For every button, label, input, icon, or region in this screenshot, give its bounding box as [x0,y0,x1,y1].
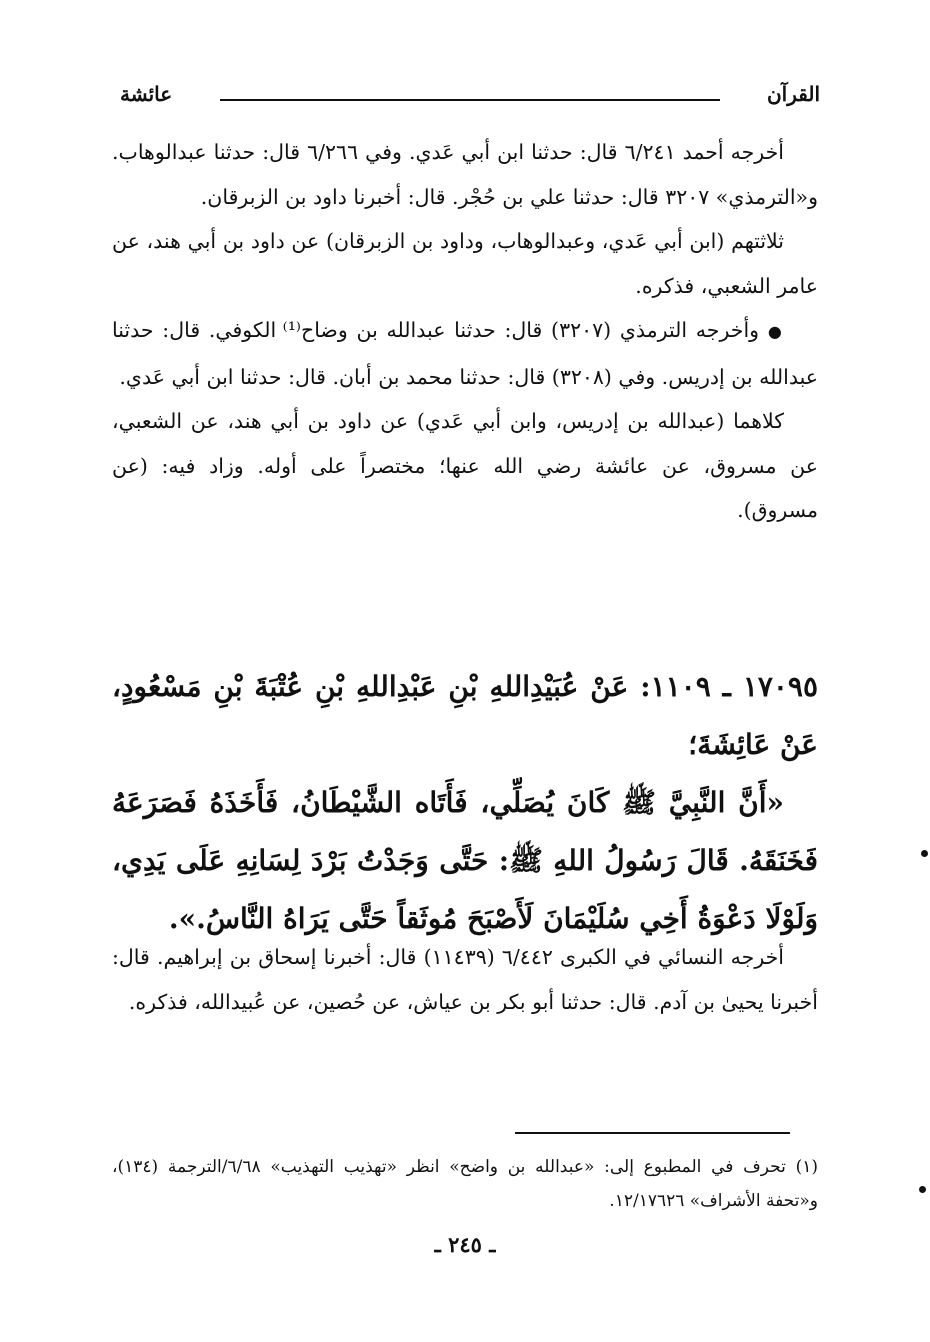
takhrij-block-2 [112,935,818,1024]
bullet-icon: ● [767,322,784,341]
scan-mark [919,1186,926,1193]
footnote [112,1150,818,1218]
paragraph [112,308,818,399]
footnote-text: (١) تحرف في المطبوع إلى: «عبدالله بن واضح» انظر «تهذيب التهذيب» ٦/٦٨/الترجمة (١٣٤)، و«تحفة الأشراف» ١٢/١٧٦٢٦. [112,1157,818,1211]
running-header [120,82,820,116]
hadith-isnad: ١٧٠٩٥ ـ ١١٠٩: عَنْ عُبَيْدِاللهِ بْنِ عَبْدِاللهِ بْنِ عُتْبَةَ بْنِ مَسْعُودٍ، عَنْ عَائِشَةَ؛ [112,670,819,761]
takhrij-block-1 [112,130,818,533]
hadith-block [112,658,818,948]
page-number: ـ ٢٤٥ ـ [434,1232,496,1257]
paragraph-text: وأخرجه الترمذي (٣٢٠٧) قال: حدثنا عبدالله بن وضاح⁽¹⁾ الكوفي. قال: حدثنا عبدالله بن إدريس. وفي (٣٢٠٨) قال: حدثنا محمد بن أبان. قال: حدثنا ابن أبي عَدي. [112,318,818,389]
header-rule [220,99,720,101]
paragraph: أخرجه النسائي في الكبرى ٦/٤٤٢ (١١٤٣٩) قال: أخبرنا إسحاق بن إبراهيم. قال: أخبرنا يحيىٰ بن آدم. قال: حدثنا أبو بكر بن عياش، عن حُصين، عن عُبيدالله، فذكره. [112,945,818,1014]
paragraph: كلاهما (عبدالله بن إدريس، وابن أبي عَدي) عن داود بن أبي هند، عن الشعبي، عن مسروق، عن عائشة رضي الله عنها؛ مختصراً على أوله. وزاد فيه: (عن مسروق). [112,409,818,522]
paragraph: أخرجه أحمد ٦/٢٤١ قال: حدثنا ابن أبي عَدي. وفي ٦/٢٦٦ قال: حدثنا عبدالوهاب. و«الترمذي» ٣٢٠٧ قال: حدثنا علي بن حُجْر. قال: أخبرنا داود بن الزبرقان. [112,140,818,209]
header-book-title: القرآن [766,82,820,106]
scan-mark [921,850,928,857]
footnote-rule [515,1132,790,1134]
hadith-matn: «أَنَّ النَّبِيَّ ﷺ كَانَ يُصَلِّي، فَأَتَاه الشَّيْطَانُ، فَأَخَذَهُ فَصَرَعَهُ فَخَنَقَهُ. قَالَ رَسُولُ اللهِ ﷺ: حَتَّى وَجَدْتُ بَرْدَ لِسَانِهِ عَلَى يَدِي، وَلَوْلَا دَعْوَةُ أَخِي سُلَيْمَانَ لَأَصْبَحَ مُوثَقاً حَتَّى يَرَاهُ النَّاسُ.». [112,786,818,935]
header-chapter-title: عائشة [120,82,173,106]
paragraph: ثلاثتهم (ابن أبي عَدي، وعبدالوهاب، وداود بن الزبرقان) عن داود بن أبي هند، عن عامر الشعبي، فذكره. [112,229,818,298]
